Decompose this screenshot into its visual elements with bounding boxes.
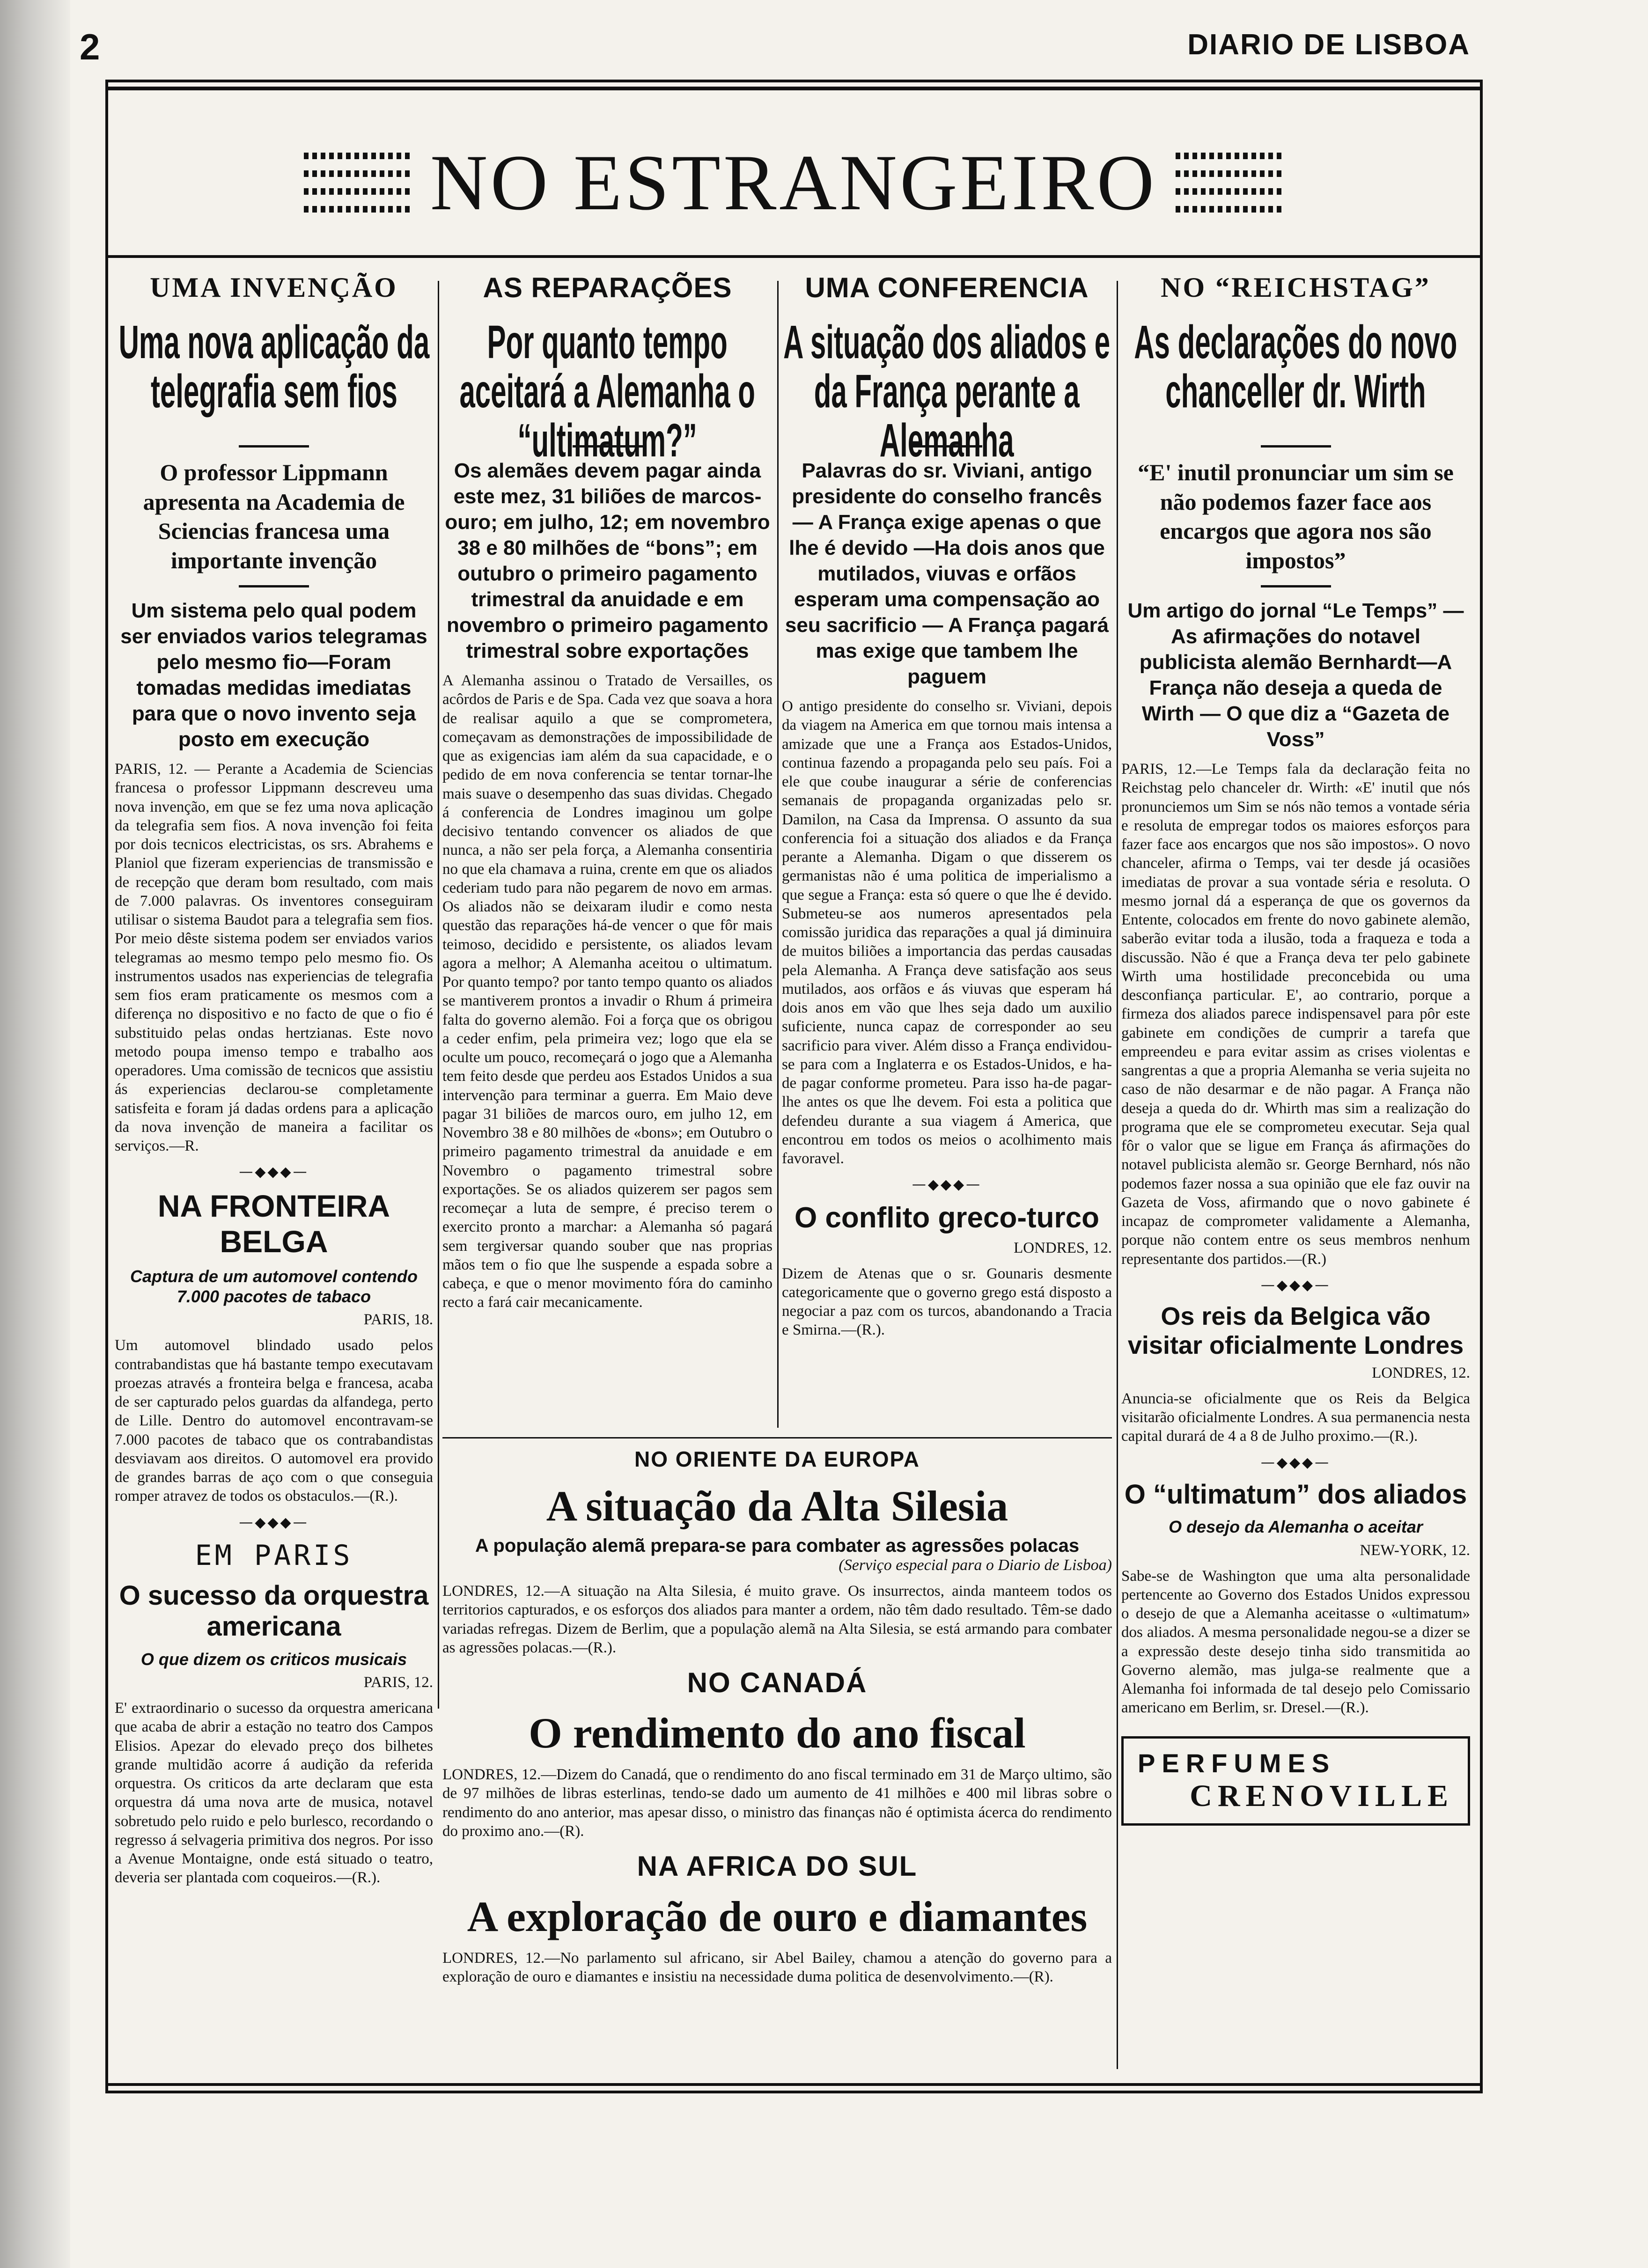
article-headline: O sucesso da orquestra americana [119, 1580, 429, 1642]
article-kicker: EM PARIS [195, 1539, 353, 1572]
article-subdeck: Um sistema pelo qual podem ser enviados varios telegramas pelo mesmo fio—Foram tomadas medidas imediatas para que o novo invento seja posto em execução [120, 599, 427, 751]
ornament-divider: —◆◆◆— [1260, 1277, 1331, 1293]
article-headline: A situação dos aliados e da França perante a Alemanha [783, 316, 1111, 467]
article-deck: O que dizem os criticos musicais [140, 1650, 407, 1669]
bottom-rule [105, 2083, 1483, 2086]
article-headline: Uma nova aplicação da telegrafia sem fios [118, 316, 429, 418]
masthead [80, 117, 1508, 248]
scan-edge-shadow [0, 0, 70, 2268]
article-deck: A população alemã prepara-se para combater as agressões polacas [475, 1535, 1080, 1556]
article-body: Anuncia-se oficialmente que os Reis da Belgica visitarão oficialmente Londres. A sua permanencia nesta capital durará de 4 a 8 de Julho proximo.—(R.). [1121, 1390, 1470, 1445]
article-body: A Alemanha assinou o Tratado de Versailles, os acôrdos de Paris e de Spa. Cada vez que soava a hora de realisar aquilo a que se comprometera, começavam as demonstrações de impossibilidade de que as exigencias iam além da sua capacidade, e o pedido de em nova conferencia se tentar tornar-lhe mais suave o desempenho das suas dividas. Chegado á conferencia de Londres imaginou um golpe decisivo tentando convencer os aliados de que nunca, a não ser pela força, a Alemanha consentiria no que ela chamava a ruina, crente em que os aliados cederiam tudo para não pegarem de novo em armas. Os aliados não se deixaram iludir e como nesta questão das reparações há-de vencer o que fôr mais teimoso, decidido e persistente, os aliados levam agora a melhor; A Alemanha aceitou o ultimatum. Por quanto tempo? por tanto tempo quanto os aliados se mantiverem prontos a invadir o Rhum á primeira falta do governo alemão. Foi a força que os obrigou a ceder enfim, pela primeira vez; logo que ela se oculte um pouco, recomeçará o jogo que a Alemanha tem feito desde que perdeu aos Estados Unidos a sua intervenção para terminar a guerra. Em Maio deve pagar 31 biliões de marcos ouro, em julho 12, em Novembro 38 e 80 milhões de «bons»; em Outubro o primeiro pagamento trimestral da anuidade e em Novembro o pagamento trimestral sobre exportações. Se os aliados quizerem ser pagos sem recomeçar a luta de sempre, é preciso terem o exercito pronto a marchar: a Alemanha só pagará sem tergiversar quando souber que nas proprias mãos tem o fio que lhe suspende a espada sobre a cabeça, e que o menor movimento fóra do caminho recto a fará cair mecanicamente. [442, 672, 772, 1311]
article-headline: O “ultimatum” dos aliados [1124, 1479, 1467, 1510]
article-headline: O rendimento do ano fiscal [529, 1709, 1026, 1757]
article-dateline: PARIS, 18. [363, 1311, 433, 1329]
article-headline: Os reis da Belgica vão visitar oficialmente Londres [1127, 1302, 1464, 1359]
page-number: 2 [80, 26, 100, 67]
article-dateline: LONDRES, 12. [1372, 1364, 1470, 1381]
column-separator [438, 281, 439, 1709]
article-deck: Captura de um automovel contendo 7.000 pacotes de tabaco [130, 1267, 418, 1306]
advertisement [1121, 1736, 1470, 1826]
article-kicker: NO ORIENTE DA EUROPA [634, 1447, 920, 1471]
article-headline: As declarações do novo chanceller dr. Wirth [1134, 316, 1457, 418]
article-kicker: NA AFRICA DO SUL [637, 1850, 918, 1882]
article-kicker: UMA INVENÇÃO [150, 272, 398, 303]
article-body: LONDRES, 12.—Dizem do Canadá, que o rendimento do ano fiscal terminado em 31 de Março ultimo, são de 97 milhões de libras esterlinas, tendo-se dado um aumento de 41 milhões e 400 mil libras sobre o rendimento do ano anterior, mas apesar disso, o ministro das finanças não é optimista ácerca do rendimento do proximo ano.—(R). [442, 1766, 1112, 1840]
ornament-divider: —◆◆◆— [1260, 1454, 1331, 1471]
article-deck: Os alemães devem pagar ainda este mez, 31 biliões de marcos-ouro; em julho, 12; em novembro 38 e 80 milhões de “bons”; em outubro o primeiro pagamento trimestral da anuidade e em novembro o primeiro pagamento trimestral sobre exportações [445, 459, 770, 662]
column-4 [1121, 272, 1470, 1826]
article-kicker: UMA CONFERENCIA [805, 272, 1089, 303]
column-separator [1117, 281, 1118, 2069]
article-body: O antigo presidente do conselho sr. Viviani, depois da viagem na America em que tornou mais intensa a amizade que une a França aos Estados-Unidos, continua fazendo a propaganda pelo seu país. Foi a ele que coube inaugurar a série de conferencias semanais de propaganda organizadas pelo sr. Damilon, na Casa da Imprensa. O assunto da sua conferencia foi a situação dos aliados e da França perante a Alemanha. Digam o que disserem os germanistas não é uma politica de imperialismo a que segue a França: esta só quere o que lhe é devido. Submeteu-se aos numeros apresentados pela comissão juridica das reparações a qual já diminuira de muitos biliões a importancia das perdas causadas pela Alemanha. A França deve satisfação aos seus mutilados, aos orfãos e ás viuvas que esperam há dois anos em vão que lhes seja dado um auxilio suficiente, nunca capaz de corresponder ao seu sacrificio para viver. Além disso a França endividou-se para com a Inglaterra e os Estados-Unidos, e ha-de pagar conforme prometeu. Para isso ha-de pagar-lhe antes os que lhe devem. Foi esta a politica que defendeu durante a sua viagem á America, que encontrou em todos os meios o acolhimento mais favoravel. [782, 698, 1112, 1167]
article-deck: Palavras do sr. Viviani, antigo presidente do conselho francês — A França exige apenas o que lhe é devido —Ha dois anos que mutilados, viuvas e orfãos esperam uma compensação ao seu sacrificio — A França pagará mas exige que tambem lhe paguem [785, 459, 1109, 688]
column-2 [442, 272, 772, 1312]
article-deck: O professor Lippmann apresenta na Academia de Sciencias francesa uma importante invenção [143, 459, 405, 573]
article-subdeck: Um artigo do jornal “Le Temps” —As afirmações do notavel publicista alemão Bernhardt—A França não deseja a queda de Wirth — O que diz a “Gazeta de Voss” [1127, 599, 1464, 751]
article-dateline: PARIS, 12. [363, 1674, 433, 1691]
article-body: Dizem de Atenas que o sr. Gounaris desmente categoricamente que o governo grego está disposto a negociar a paz com os turcos, abandonando a Tracia e Smirna.—(R.). [782, 1265, 1112, 1339]
ad-brand: CRENOVILLE [1190, 1778, 1454, 1813]
article-kicker: NO “REICHSTAG” [1161, 272, 1431, 303]
article-body: PARIS, 12.—Le Temps fala da declaração feita no Reichstag pelo chanceler dr. Wirth: «E' inutil que nós pronunciemos um Sim se nós não temos a vontade séria e resoluta de empregar todos os maiores esforços para fazer face aos encargos que nos são impostos». O novo chanceler, afirma o Temps, vai ter desde já ocasiões imediatas de provar a sua vontade séria e resoluta. O mesmo jornal dá a esperança de que os governos da Entente, colocados em frente do novo gabinete alemão, saberão evitar toda a ilusão, toda a fraqueza e toda a discussão. Não é que a França deva ter pelo gabinete Wirth uma hostilidade preconcebida ou uma desconfiança particular. E', ao contrario, porque a firmeza dos aliados parece indispensavel para pôr este gabinete em condições de cumprir a tarefa que empreendeu e para evitar assim as crises violentas e sangrentas a que a propria Alemanha se veria sujeita no caso de não desarmar e de não pagar. A França não deseja a queda do dr. Whirth mas sim a realização do programa que ele se comprometeu executar. Seja qual fôr o valor que se ligue em França ás afirmações do notavel publicista alemão sr. George Bernhard, nós não podemos fazer nossa a sua opinião que ele faz ouvir na Gazeta de Voss, afirmando que o novo gabinete é incapaz de comprometer validamente a Alemanha, porque não contem entre os seus membros nenhum representante dos partidos.—(R.) [1121, 761, 1470, 1268]
column-separator [777, 281, 779, 1428]
ornament-divider: —◆◆◆— [239, 1514, 309, 1531]
article-kicker: NO CANADÁ [687, 1667, 868, 1698]
article-body: E' extraordinario o sucesso da orquestra americana que acaba de abrir a estação no teatro dos Campos Elisios. Apezar do elevado preço dos bilhetes grande multidão acorre á audição da referida orquestra. Os criticos da arte declaram que esta orquestra dá uma nova arte de musica, notavel sobretudo pelo ruido e pelo burlesco, recordando o regresso á selvageria primitiva dos negros. Por isso a Avenue Montaigne, onde está situado o teatro, deveria ser plantada com coqueiros.—(R.). [115, 1700, 433, 1886]
top-rule [105, 87, 1483, 90]
masthead-ornament-left [304, 153, 412, 213]
masthead-ornament-right [1176, 153, 1283, 213]
article-headline: O conflito greco-turco [795, 1202, 1099, 1234]
article-deck: “E' inutil pronunciar um sim se não podemos fazer face aos encargos que agora nos são impostos” [1138, 459, 1454, 573]
article-headline: A exploração de ouro e diamantes [467, 1893, 1088, 1940]
column-1 [115, 272, 433, 1887]
article-deck: O desejo da Alemanha o aceitar [1169, 1517, 1423, 1537]
section-title: NO ESTRANGEIRO [430, 138, 1157, 227]
article-body: Sabe-se de Washington que uma alta personalidade pertencente ao Governo dos Estados Unidos expressou o desejo de que a Alemanha aceitasse o «ultimatum» dos aliados. A mesma personalidade negou-se a dizer se a expressão deste desejo tinha sido transmitida ao Governo alemão, mas julga-se realmente que a Alemanha foi informada de tal desejo pelo Comissario americano em Berlim, sr. Dresel.—(R.). [1121, 1567, 1470, 1717]
article-body: PARIS, 12. — Perante a Academia de Sciencias francesa o professor Lippmann descreveu uma nova invenção, em que se fez uma nova aplicação da telegrafia sem fios. A nova invenção foi feita por dois tecnicos electricistas, os srs. Abrahems e Planiol que fizeram experiencias de transmissão e de recepção que deram bom resultado, com mais de 7.000 palavras. Os inventores conseguiram utilisar o sistema Baudot para a telegrafia sem fios. Por meio dêste sistema podem ser enviados varios telegramas ao mesmo tempo pelo mesmo fio. Os instrumentos usados nas experiencias de telegrafia sem fios eram praticamente os mesmos com a diferença no dispositivo e no facto de que o fio é substituido pelas ondas hertzianas. Este novo metodo poupa imenso tempo e trabalho aos operadores. Uma comissão de tecnicos que assistiu ás experiencias declarou-se completamente satisfeita e foram já dadas ordens para a aplicação da nova invenção de maneira a facilitar os serviços.—R. [115, 761, 433, 1154]
article-body: Um automovel blindado usado pelos contrabandistas que há bastante tempo executavam proezas através a fronteira belga e francesa, acaba de ser capturado pelos guardas da alfandega, perto de Lille. Dentro do automovel encontravam-se 7.000 pacotes de tabaco que os contrabandistas desviavam aos direitos. O automovel era provido de grandes barras de aço com o que conseguia romper atravez de todos os obstaculos.—(R.). [115, 1337, 433, 1505]
ornament-divider: —◆◆◆— [239, 1164, 309, 1181]
masthead-rule [105, 255, 1483, 258]
article-body: LONDRES, 12.—A situação na Alta Silesia, é muito grave. Os insurrectos, ainda manteem todos os territorios capturados, e os esforços dos aliados para manter a ordem, não têm dado resultado. Têm-se dado variadas refregas. Dizem de Berlim, que a população alemã na Alta Silesia, se está armando para combater as agressões polacas.—(R.). [442, 1583, 1112, 1656]
column-3 [782, 272, 1112, 1340]
ad-text: PERFUMES [1138, 1748, 1336, 1778]
ornament-divider: —◆◆◆— [912, 1176, 982, 1193]
article-headline: NA FRONTEIRA BELGA [157, 1189, 390, 1259]
newspaper-name: DIARIO DE LISBOA [1187, 29, 1470, 61]
spread-rule [442, 1437, 1112, 1439]
spread-block [442, 1446, 1112, 1987]
article-body: LONDRES, 12.—No parlamento sul africano, sir Abel Bailey, chamou a atenção do governo para a exploração de ouro e diamantes e insistiu na necessidade duma politica de desenvolvimento.—(R). [442, 1950, 1112, 1986]
article-dateline: LONDRES, 12. [1014, 1239, 1112, 1256]
article-credit: (Serviço especial para o Diario de Lisboa) [839, 1556, 1112, 1574]
article-headline: A situação da Alta Silesia [546, 1482, 1008, 1530]
article-kicker: AS REPARAÇÕES [483, 272, 732, 303]
article-dateline: NEW-YORK, 12. [1360, 1541, 1470, 1559]
article-headline: Por quanto tempo aceitará a Alemanha o “ultimatum?” [459, 316, 756, 467]
